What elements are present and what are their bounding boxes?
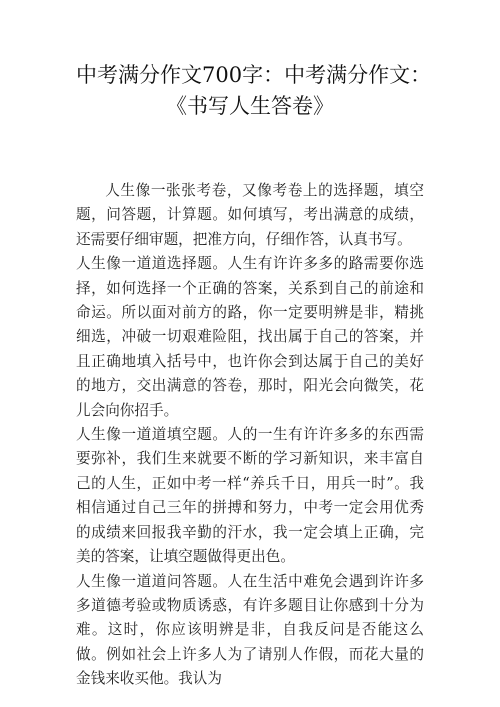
title-line-2: 《书写人生答卷》: [166, 94, 334, 118]
document-title: [76, 60, 432, 122]
paragraph-choice: 人生像一道道选择题。人生有许许多多的路需要你选择，如何选择一个正确的答案，关系到自己的前途和命运。所以面对前方的路，你一定要明辨是非，精挑细选，冲破一切艰难险阻，找出属于自己的答案，并且正确地填入括号中，也许你会到达属于自己的美好的地方，交出满意的答卷，那时，阳光会向微笑，花儿会向你招手。: [76, 255, 424, 419]
paragraph-intro: 人生像一张张考卷，又像考卷上的选择题，填空题，问答题，计算题。如何填写，考出满意的成绩，还需要仔细审题，把准方向，仔细作答，认真书写。: [76, 182, 424, 248]
paragraph-fill-blank: 人生像一道道填空题。人的一生有许许多多的东西需要弥补，我们生来就要不断的学习新知识，来丰富自己的人生，正如中考一样“养兵千日，用兵一时”。我相信通过自己三年的拼搏和努力，中考一定会用优秀的成绩来回报我辛勤的汗水，我一定会填上正确，完美的答案，让填空题做得更出色。: [76, 426, 424, 566]
paragraph-question: 人生像一道道问答题。人在生活中难免会遇到许许多多道德考验或物质诱惑，有许多题目让你感到十分为难。这时，你应该明辨是非，自我反问是否能这么做。例如社会上许多人为了请别人作假，而花大量的金钱来收买他。我认为: [76, 572, 424, 688]
title-line-1: 中考满分作文700字：中考满分作文：: [76, 63, 432, 87]
document-body: [76, 179, 424, 692]
